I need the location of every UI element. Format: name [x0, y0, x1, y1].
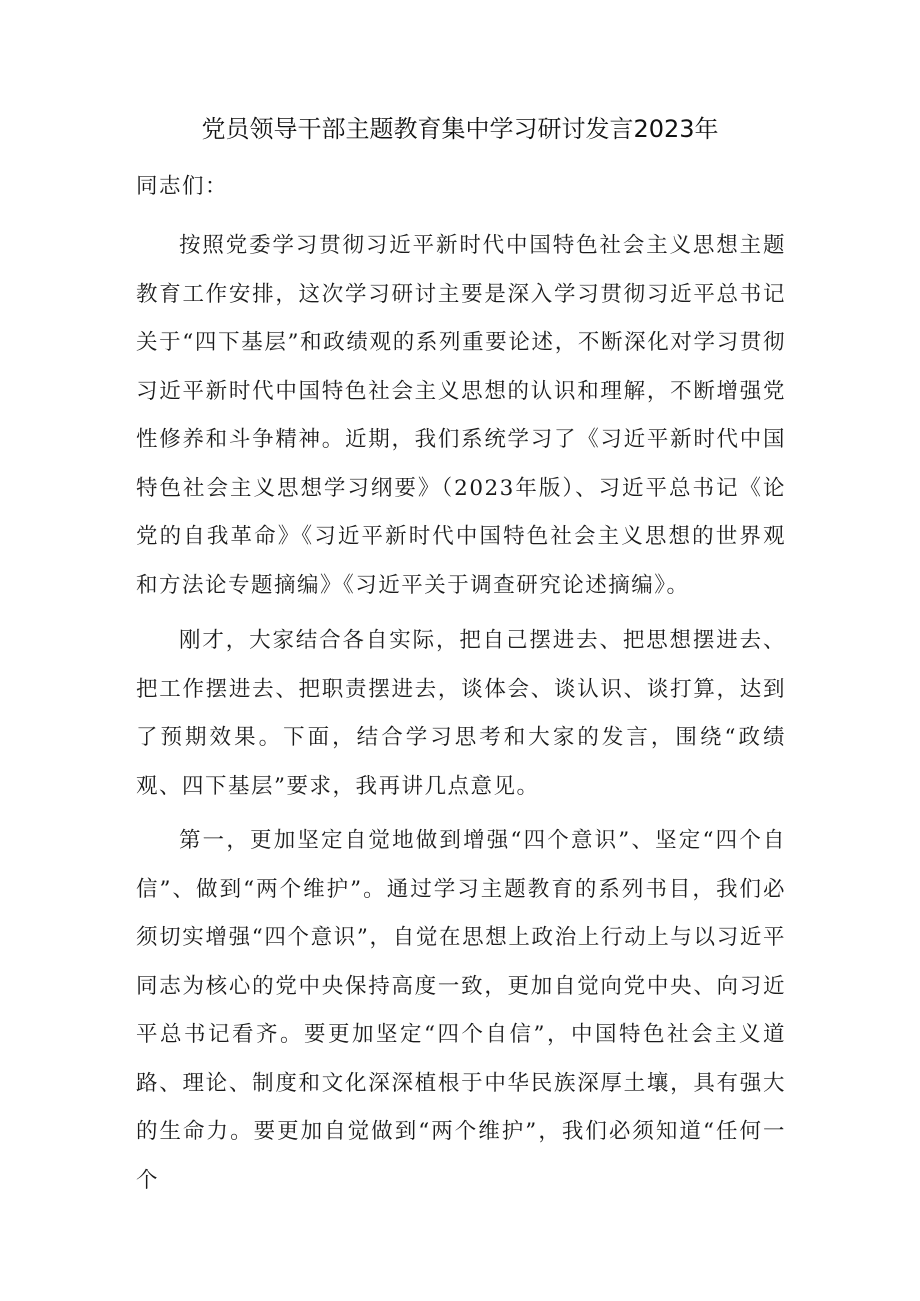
paragraph-2: 刚才，大家结合各自实际，把自己摆进去、把思想摆进去、把工作摆进去、把职责摆进去，谈体会、谈认识、谈打算，达到了预期效果。下面，结合学习思考和大家的发言，围绕“政绩观、四下基层”要求，我再讲几点意见。 — [136, 628, 786, 799]
paragraph-1: 按照党委学习贯彻习近平新时代中国特色社会主义思想主题教育工作安排，这次学习研讨主要是深入学习贯彻习近平总书记关于“四下基层”和政绩观的系列重要论述，不断深化对学习贯彻习近平新时代中国特色社会主义思想的认识和理解，不断增强党性修养和斗争精神。近期，我们系统学习了《习近平新时代中国特色社会主义思想学习纲要》（2023年版）、习近平总书记《论党的自我革命》《习近平新时代中国特色社会主义思想的世界观和方法论专题摘编》《习近平关于调查研究论述摘编》。 — [136, 233, 786, 598]
greeting: 同志们： — [136, 174, 229, 199]
document-title: 党员领导干部主题教育集中学习研讨发言2023年 — [201, 115, 719, 143]
paragraph-3: 第一，更加坚定自觉地做到增强“四个意识”、坚定“四个自信”、做到“两个维护”。通过学习主题教育的系列书目，我们必须切实增强“四个意识”，自觉在思想上政治上行动上与以习近平同志为核心的党中央保持高度一致，更加自觉向党中央、向习近平总书记看齐。要更加坚定“四个自信”，中国特色社会主义道路、理论、制度和文化深深植根于中华民族深厚土壤，具有强大的生命力。要更加自觉做到“两个维护”，我们必须知道“任何一个 — [136, 828, 786, 1193]
